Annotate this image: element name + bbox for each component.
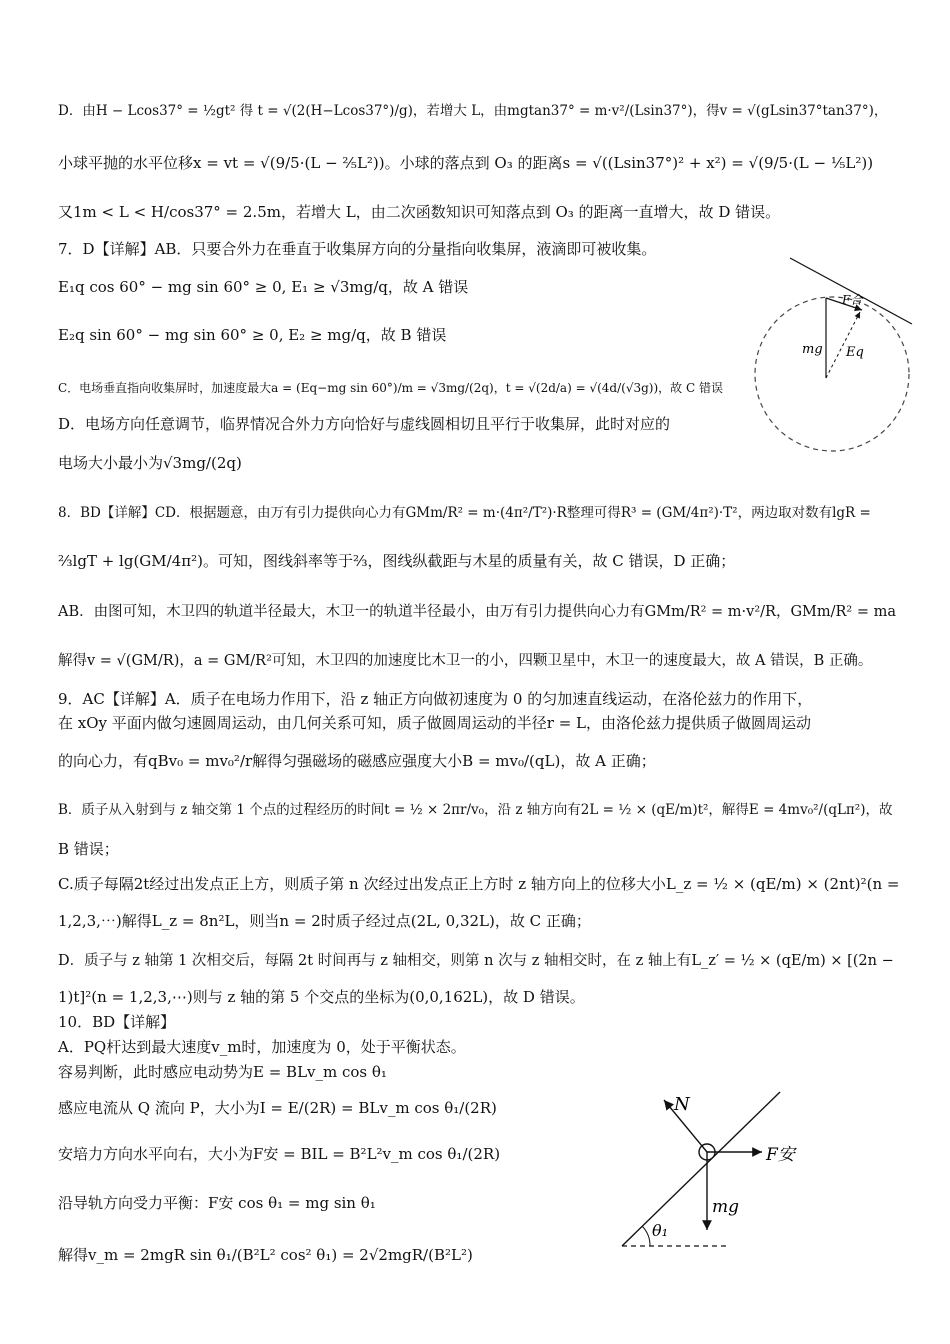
line-4: 7．D【详解】AB．只要合外力在垂直于收集屏方向的分量指向收集屏，液滴即可被收集。 xyxy=(58,240,657,258)
line-8: D．电场方向任意调节，临界情况合外力方向恰好与虚线圆相切且平行于收集屏，此时对应的 xyxy=(58,415,671,433)
line-21: D．质子与 z 轴第 1 次相交后，每隔 2t 时间再与 z 轴相交，则第 n 次与 z 轴相交时，在 z 轴上有L_z′ = ½ × (qE/m) × [(2n − xyxy=(58,953,894,969)
line-2: 小球平抛的水平位移x = vt = √(9/5·(L − ⅖L²))。小球的落点到 O₃ 的距离s = √((Lsin37°)² + x²) = √(9/5·(L − ⅕L²)) xyxy=(58,154,874,172)
label-f: F安 xyxy=(766,1145,795,1165)
line-28: 沿导轨方向受力平衡：F安 cos θ₁ = mg sin θ₁ xyxy=(58,1194,376,1212)
line-12: AB．由图可知，木卫四的轨道半径最大，木卫一的轨道半径最小，由万有引力提供向心力有GMm/R² = m·v²/R，GMm/R² = ma xyxy=(58,604,897,620)
line-16: 的向心力，有qBv₀ = mv₀²/r解得匀强磁场的磁感应强度大小B = mv₀/(qL)，故 A 正确； xyxy=(58,752,656,770)
line-5: E₁q cos 60° − mg sin 60° ≥ 0, E₁ ≥ √3mg/q，故 A 错误 xyxy=(58,278,469,296)
line-22: 1)t]²(n = 1,2,3,⋯)则与 z 轴的第 5 个交点的坐标为(0,0,162L)，故 D 错误。 xyxy=(58,988,585,1006)
line-25: 容易判断，此时感应电动势为E = BLv_m cos θ₁ xyxy=(58,1063,387,1081)
line-26: 感应电流从 Q 流向 P，大小为I = E/(2R) = BLv_m cos θ₁/(2R) xyxy=(58,1099,497,1117)
line-15: 在 xOy 平面内做匀速圆周运动，由几何关系可知，质子做圆周运动的半径r = L，由洛伦兹力提供质子做圆周运动 xyxy=(58,714,812,732)
fig7-diagram xyxy=(750,250,920,460)
line-18: B 错误； xyxy=(58,840,119,858)
incline-rail xyxy=(622,1092,780,1246)
line-24: A．PQ杆达到最大速度v_m时，加速度为 0，处于平衡状态。 xyxy=(58,1038,466,1056)
line-13: 解得v = √(GM/R)，a = GM/R²可知，木卫四的加速度比木卫一的小，四颗卫星中，木卫一的速度最大，故 A 错误，B 正确。 xyxy=(58,653,873,669)
line-17: B．质子从入射到与 z 轴交第 1 个点的过程经历的时间t = ½ × 2πr/v₀，沿 z 轴方向有2L = ½ × (qE/m)t²，解得E = 4mv₀²/(qLπ²)，故 xyxy=(58,802,893,818)
label-eq: Eq xyxy=(846,345,864,360)
line-1: D．由H − Lcos37° = ½gt² 得 t = √(2(H−Lcos37°)/g)，若增大 L，由mgtan37° = m·v²/(Lsin37°)，得v = √(gLsin37°tan37°)， xyxy=(58,103,888,119)
line-6: E₂q sin 60° − mg sin 60° ≥ 0, E₂ ≥ mg/q，故 B 错误 xyxy=(58,326,447,344)
label-n: N xyxy=(674,1094,690,1115)
line-20: 1,2,3,⋯)解得L_z = 8n²L，则当n = 2时质子经过点(2L, 0,32L)，故 C 正确； xyxy=(58,912,591,930)
theta-arc xyxy=(642,1226,650,1246)
dashed-circle xyxy=(755,297,909,451)
line-10: 8．BD【详解】CD．根据题意，由万有引力提供向心力有GMm/R² = m·(4π²/T²)·R整理可得R³ = (GM/4π²)·T²，两边取对数有lgR = xyxy=(58,505,871,521)
label-mg: mg xyxy=(712,1197,740,1217)
line-7: C．电场垂直指向收集屏时，加速度最大a = (Eq−mg sin 60°)/m = √3mg/(2q)，t = √(2d/a) = √(4d/(√3g))，故 C 错误 xyxy=(58,381,723,395)
line-27: 安培力方向水平向右，大小为F安 = BIL = B²L²v_m cos θ₁/(2R) xyxy=(58,1145,501,1163)
line-9: 电场大小最小为√3mg/(2q) xyxy=(58,454,242,472)
fig10-diagram xyxy=(610,1080,810,1260)
label-theta: θ₁ xyxy=(652,1221,669,1240)
line-3: 又1m < L < H/cos37° = 2.5m，若增大 L，由二次函数知识可知落点到 O₃ 的距离一直增大，故 D 错误。 xyxy=(58,203,781,221)
label-mg: mg xyxy=(802,342,823,357)
line-23: 10．BD【详解】 xyxy=(58,1013,176,1031)
line-14: 9．AC【详解】A．质子在电场力作用下，沿 z 轴正方向做初速度为 0 的匀加速直线运动，在洛伦兹力的作用下， xyxy=(58,690,813,708)
label-f: F合 xyxy=(842,293,863,307)
collector-screen xyxy=(790,258,912,324)
line-19: C.质子每隔2t经过出发点正上方，则质子第 n 次经过出发点正上方时 z 轴方向上的位移大小L_z = ½ × (qE/m) × (2nt)²(n = xyxy=(58,875,900,893)
line-29: 解得v_m = 2mgR sin θ₁/(B²L² cos² θ₁) = 2√2mgR/(B²L²) xyxy=(58,1246,473,1264)
line-11: ⅔lgT + lg(GM/4π²)。可知，图线斜率等于⅔，图线纵截距与木星的质量有关，故 C 错误，D 正确； xyxy=(58,552,736,570)
